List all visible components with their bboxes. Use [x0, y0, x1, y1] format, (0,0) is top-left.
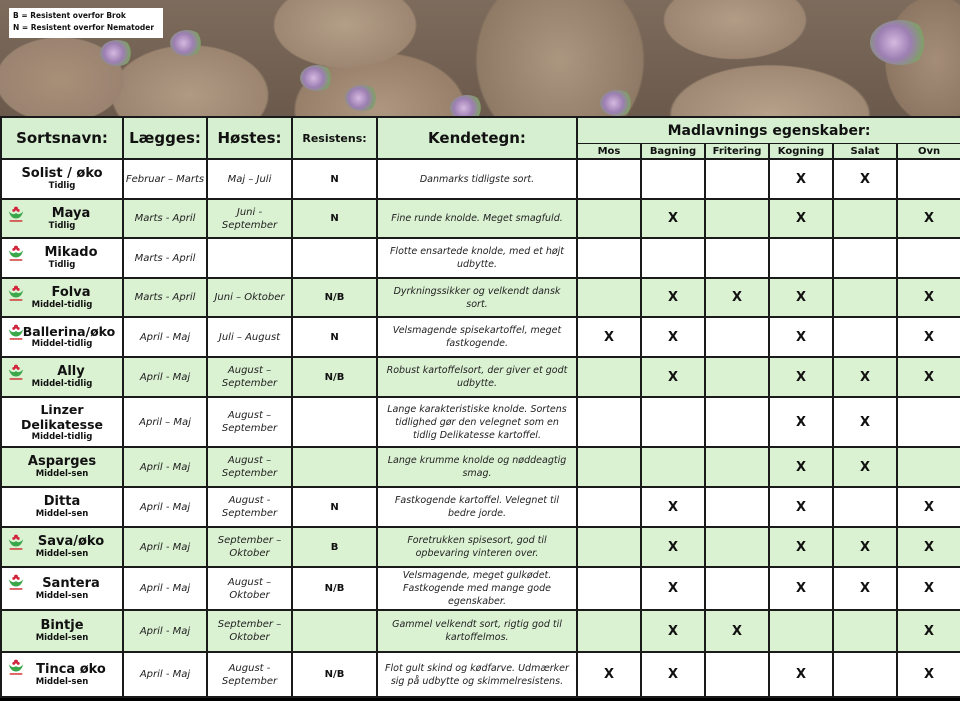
- resistance-value: [292, 397, 377, 447]
- cooking-mark-bagning: X: [641, 278, 705, 317]
- variety-type: Middel-sen: [35, 633, 89, 643]
- harvest-period: Juni - September: [207, 199, 292, 238]
- cooking-mark-ovn: X: [897, 652, 960, 697]
- variety-name: Maya: [51, 205, 91, 221]
- features-text: Velsmagende spisekartoffel, meget fastkogende.: [377, 317, 577, 357]
- cooking-mark-ovn: X: [897, 199, 960, 238]
- cooking-mark-mos: [577, 199, 641, 238]
- cooking-mark-kogning: [769, 238, 833, 278]
- cooking-mark-fritering: [705, 652, 769, 697]
- sprout-decoration: [170, 30, 204, 56]
- cooking-mark-bagning: X: [641, 527, 705, 567]
- table-row: [1, 278, 960, 317]
- features-text: Dyrkningssikker og velkendt dansk sort.: [377, 278, 577, 317]
- table-row: [1, 527, 960, 567]
- cooking-mark-ovn: X: [897, 610, 960, 652]
- cooking-mark-fritering: [705, 527, 769, 567]
- table-body: [1, 159, 960, 697]
- features-text: Velsmagende, meget gulkødet. Fastkogende med mange gode egenskaber.: [377, 567, 577, 610]
- variety-type: Tidlig: [48, 181, 76, 191]
- cooking-mark-ovn: [897, 397, 960, 447]
- seed-brand-logo-icon: [7, 533, 25, 551]
- plant-period: April – Maj: [123, 397, 207, 447]
- cooking-mark-fritering: X: [705, 278, 769, 317]
- resistance-value: [292, 447, 377, 487]
- cooking-mark-ovn: X: [897, 357, 960, 397]
- variety-cell: [1, 487, 123, 527]
- table-row: [1, 487, 960, 527]
- resistance-value: N/B: [292, 567, 377, 610]
- sprout-decoration: [600, 90, 634, 116]
- cooking-mark-bagning: X: [641, 610, 705, 652]
- cooking-mark-bagning: X: [641, 567, 705, 610]
- table-row: [1, 317, 960, 357]
- cooking-mark-bagning: [641, 238, 705, 278]
- resistance-value: N: [292, 199, 377, 238]
- sprout-decoration: [100, 40, 134, 66]
- cooking-mark-fritering: [705, 487, 769, 527]
- table-row: [1, 652, 960, 697]
- cooking-mark-bagning: [641, 397, 705, 447]
- header-features: Kendetegn:: [377, 117, 577, 159]
- cooking-mark-kogning: X: [769, 567, 833, 610]
- seed-brand-logo-icon: [7, 658, 25, 676]
- resistance-value: N: [292, 159, 377, 199]
- cooking-mark-bagning: X: [641, 487, 705, 527]
- cooking-mark-salat: [833, 238, 897, 278]
- cooking-mark-fritering: [705, 159, 769, 199]
- variety-type: Tidlig: [48, 260, 76, 270]
- cooking-mark-ovn: X: [897, 567, 960, 610]
- cooking-mark-salat: X: [833, 397, 897, 447]
- resistance-value: N: [292, 487, 377, 527]
- variety-cell: [1, 238, 123, 278]
- harvest-period: August - September: [207, 652, 292, 697]
- seed-brand-logo-icon: [7, 323, 25, 341]
- plant-period: April - Maj: [123, 487, 207, 527]
- resistance-legend: [9, 8, 163, 38]
- cooking-mark-mos: [577, 397, 641, 447]
- variety-type: Middel-tidlig: [31, 299, 93, 310]
- cooking-mark-ovn: X: [897, 278, 960, 317]
- harvest-period: August – September: [207, 357, 292, 397]
- resistance-value: N/B: [292, 357, 377, 397]
- header-kogning: Kogning: [769, 144, 833, 160]
- cooking-mark-mos: [577, 278, 641, 317]
- legend-n: N = Resistent overfor Nematoder: [13, 23, 155, 32]
- features-text: Foretrukken spisesort, god til opbevaring vinteren over.: [377, 527, 577, 567]
- resistance-value: B: [292, 527, 377, 567]
- plant-period: April - Maj: [123, 610, 207, 652]
- variety-cell: [1, 527, 123, 567]
- features-text: Robust kartoffelsort, der giver et godt udbytte.: [377, 357, 577, 397]
- cooking-mark-kogning: X: [769, 652, 833, 697]
- header-resistance: Resistens:: [292, 117, 377, 159]
- variety-type: Middel-sen: [35, 549, 89, 559]
- variety-name: Santera: [42, 575, 100, 591]
- table-row: [1, 567, 960, 610]
- plant-period: April - Maj: [123, 447, 207, 487]
- cooking-mark-ovn: X: [897, 527, 960, 567]
- cooking-mark-mos: X: [577, 652, 641, 697]
- variety-name: Ditta: [43, 494, 81, 509]
- cooking-mark-bagning: X: [641, 199, 705, 238]
- cooking-mark-mos: [577, 527, 641, 567]
- harvest-period: August – September: [207, 447, 292, 487]
- header-ovn: Ovn: [897, 144, 960, 160]
- features-text: Fine runde knolde. Meget smagfuld.: [377, 199, 577, 238]
- variety-cell: [1, 652, 123, 697]
- plant-period: April - Maj: [123, 567, 207, 610]
- cooking-mark-salat: X: [833, 159, 897, 199]
- cooking-mark-salat: X: [833, 357, 897, 397]
- variety-cell: [1, 278, 123, 317]
- variety-name: Bintje: [40, 618, 84, 633]
- cooking-mark-kogning: X: [769, 447, 833, 487]
- variety-cell: [1, 397, 123, 447]
- potato-variety-table: [0, 116, 960, 698]
- harvest-period: August – Oktober: [207, 567, 292, 610]
- variety-name: Tinca øko: [36, 661, 106, 677]
- cooking-mark-ovn: [897, 159, 960, 199]
- table-row: [1, 397, 960, 447]
- table-row: [1, 610, 960, 652]
- cooking-mark-kogning: X: [769, 487, 833, 527]
- seed-brand-logo-icon: [7, 363, 25, 381]
- variety-type: Middel-tidlig: [31, 379, 93, 389]
- cooking-mark-fritering: [705, 397, 769, 447]
- seed-brand-logo-icon: [7, 205, 25, 223]
- cooking-mark-salat: X: [833, 447, 897, 487]
- variety-name: Sava/øko: [37, 534, 105, 549]
- variety-name: Ally: [57, 364, 85, 379]
- cooking-mark-mos: [577, 567, 641, 610]
- header-fritering: Fritering: [705, 144, 769, 160]
- cooking-mark-mos: [577, 610, 641, 652]
- cooking-mark-salat: [833, 610, 897, 652]
- variety-cell: [1, 447, 123, 487]
- seed-brand-logo-icon: [7, 573, 25, 591]
- harvest-period: [207, 238, 292, 278]
- plant-period: April - Maj: [123, 652, 207, 697]
- cooking-mark-bagning: X: [641, 652, 705, 697]
- seed-brand-logo-icon: [7, 244, 25, 262]
- cooking-mark-ovn: X: [897, 317, 960, 357]
- variety-name: Asparges: [27, 454, 97, 469]
- plant-period: April - Maj: [123, 357, 207, 397]
- cooking-mark-mos: X: [577, 317, 641, 357]
- variety-name: Linzer Delikatesse: [21, 401, 103, 432]
- variety-cell: [1, 199, 123, 238]
- features-text: Flot gult skind og kødfarve. Udmærker sig på udbytte og skimmelresistens.: [377, 652, 577, 697]
- cooking-mark-fritering: [705, 357, 769, 397]
- variety-name: Mikado: [44, 245, 98, 260]
- cooking-mark-fritering: [705, 199, 769, 238]
- cooking-mark-salat: [833, 317, 897, 357]
- cooking-mark-salat: [833, 487, 897, 527]
- variety-type: Middel-sen: [35, 469, 89, 479]
- resistance-value: N/B: [292, 278, 377, 317]
- resistance-value: N: [292, 317, 377, 357]
- cooking-mark-mos: [577, 159, 641, 199]
- cooking-mark-fritering: [705, 567, 769, 610]
- cooking-mark-fritering: [705, 317, 769, 357]
- sprout-decoration: [300, 65, 334, 91]
- cooking-mark-bagning: [641, 159, 705, 199]
- header-bagning: Bagning: [641, 144, 705, 160]
- harvest-period: Maj – Juli: [207, 159, 292, 199]
- cooking-mark-kogning: [769, 610, 833, 652]
- header-harvest: Høstes:: [207, 117, 292, 159]
- variety-type: Tidlig: [48, 220, 76, 231]
- cooking-mark-bagning: X: [641, 357, 705, 397]
- harvest-period: Juli – August: [207, 317, 292, 357]
- cooking-mark-mos: [577, 447, 641, 487]
- plant-period: Marts - April: [123, 238, 207, 278]
- cooking-mark-fritering: X: [705, 610, 769, 652]
- cooking-mark-salat: X: [833, 567, 897, 610]
- cooking-mark-fritering: [705, 238, 769, 278]
- cooking-mark-kogning: X: [769, 159, 833, 199]
- plant-period: Marts - April: [123, 199, 207, 238]
- variety-type: Middel-sen: [35, 590, 89, 601]
- cooking-mark-bagning: X: [641, 317, 705, 357]
- header-cooking: Madlavnings egenskaber:: [577, 117, 960, 144]
- cooking-mark-kogning: X: [769, 397, 833, 447]
- variety-cell: [1, 159, 123, 199]
- cooking-mark-salat: X: [833, 527, 897, 567]
- variety-type: Middel-tidlig: [31, 431, 93, 442]
- cooking-mark-salat: [833, 652, 897, 697]
- cooking-mark-ovn: [897, 238, 960, 278]
- potato-photo-banner: [0, 0, 960, 117]
- features-text: Gammel velkendt sort, rigtig god til kartoffelmos.: [377, 610, 577, 652]
- table-row: [1, 199, 960, 238]
- cooking-mark-ovn: X: [897, 487, 960, 527]
- features-text: Fastkogende kartoffel. Velegnet til bedre jorde.: [377, 487, 577, 527]
- cooking-mark-kogning: X: [769, 357, 833, 397]
- resistance-value: [292, 610, 377, 652]
- table-row: [1, 447, 960, 487]
- plant-period: Marts - April: [123, 278, 207, 317]
- resistance-value: [292, 238, 377, 278]
- variety-type: Middel-tidlig: [31, 339, 93, 349]
- cooking-mark-salat: [833, 278, 897, 317]
- harvest-period: September – Oktober: [207, 610, 292, 652]
- variety-cell: [1, 317, 123, 357]
- seed-brand-logo-icon: [7, 284, 25, 302]
- variety-type: Middel-sen: [35, 676, 89, 687]
- features-text: Danmarks tidligste sort.: [377, 159, 577, 199]
- table-row: [1, 238, 960, 278]
- cooking-mark-mos: [577, 238, 641, 278]
- cooking-mark-bagning: [641, 447, 705, 487]
- header-name: Sortsnavn:: [1, 117, 123, 159]
- cooking-mark-fritering: [705, 447, 769, 487]
- variety-name: Folva: [51, 284, 91, 300]
- harvest-period: August - September: [207, 487, 292, 527]
- header-plant: Lægges:: [123, 117, 207, 159]
- plant-period: Februar – Marts: [123, 159, 207, 199]
- variety-cell: [1, 567, 123, 610]
- cooking-mark-kogning: X: [769, 527, 833, 567]
- legend-b: B = Resistent overfor Brok: [13, 11, 126, 20]
- cooking-mark-kogning: X: [769, 317, 833, 357]
- plant-period: April - Maj: [123, 527, 207, 567]
- variety-cell: [1, 357, 123, 397]
- variety-cell: [1, 610, 123, 652]
- table-row: [1, 159, 960, 199]
- plant-period: April - Maj: [123, 317, 207, 357]
- cooking-mark-ovn: [897, 447, 960, 487]
- features-text: Lange krumme knolde og nøddeagtig smag.: [377, 447, 577, 487]
- variety-type: Middel-sen: [35, 509, 89, 519]
- cooking-mark-kogning: X: [769, 278, 833, 317]
- header-salat: Salat: [833, 144, 897, 160]
- sprout-decoration: [450, 95, 484, 117]
- cooking-mark-salat: [833, 199, 897, 238]
- cooking-mark-kogning: X: [769, 199, 833, 238]
- features-text: Lange karakteristiske knolde. Sortens tidlighed gør den velegnet som en tidlig Delikatesse kartoffel.: [377, 397, 577, 447]
- variety-name: Solist / øko: [21, 166, 103, 181]
- resistance-value: N/B: [292, 652, 377, 697]
- harvest-period: August – September: [207, 397, 292, 447]
- variety-name: Ballerina/øko: [22, 324, 116, 339]
- cooking-mark-mos: [577, 487, 641, 527]
- harvest-period: Juni – Oktober: [207, 278, 292, 317]
- sprout-decoration: [345, 85, 379, 111]
- table-row: [1, 357, 960, 397]
- sprout-decoration: [870, 20, 930, 65]
- harvest-period: September – Oktober: [207, 527, 292, 567]
- features-text: Flotte ensartede knolde, med et højt udbytte.: [377, 238, 577, 278]
- header-mos: Mos: [577, 144, 641, 160]
- cooking-mark-mos: [577, 357, 641, 397]
